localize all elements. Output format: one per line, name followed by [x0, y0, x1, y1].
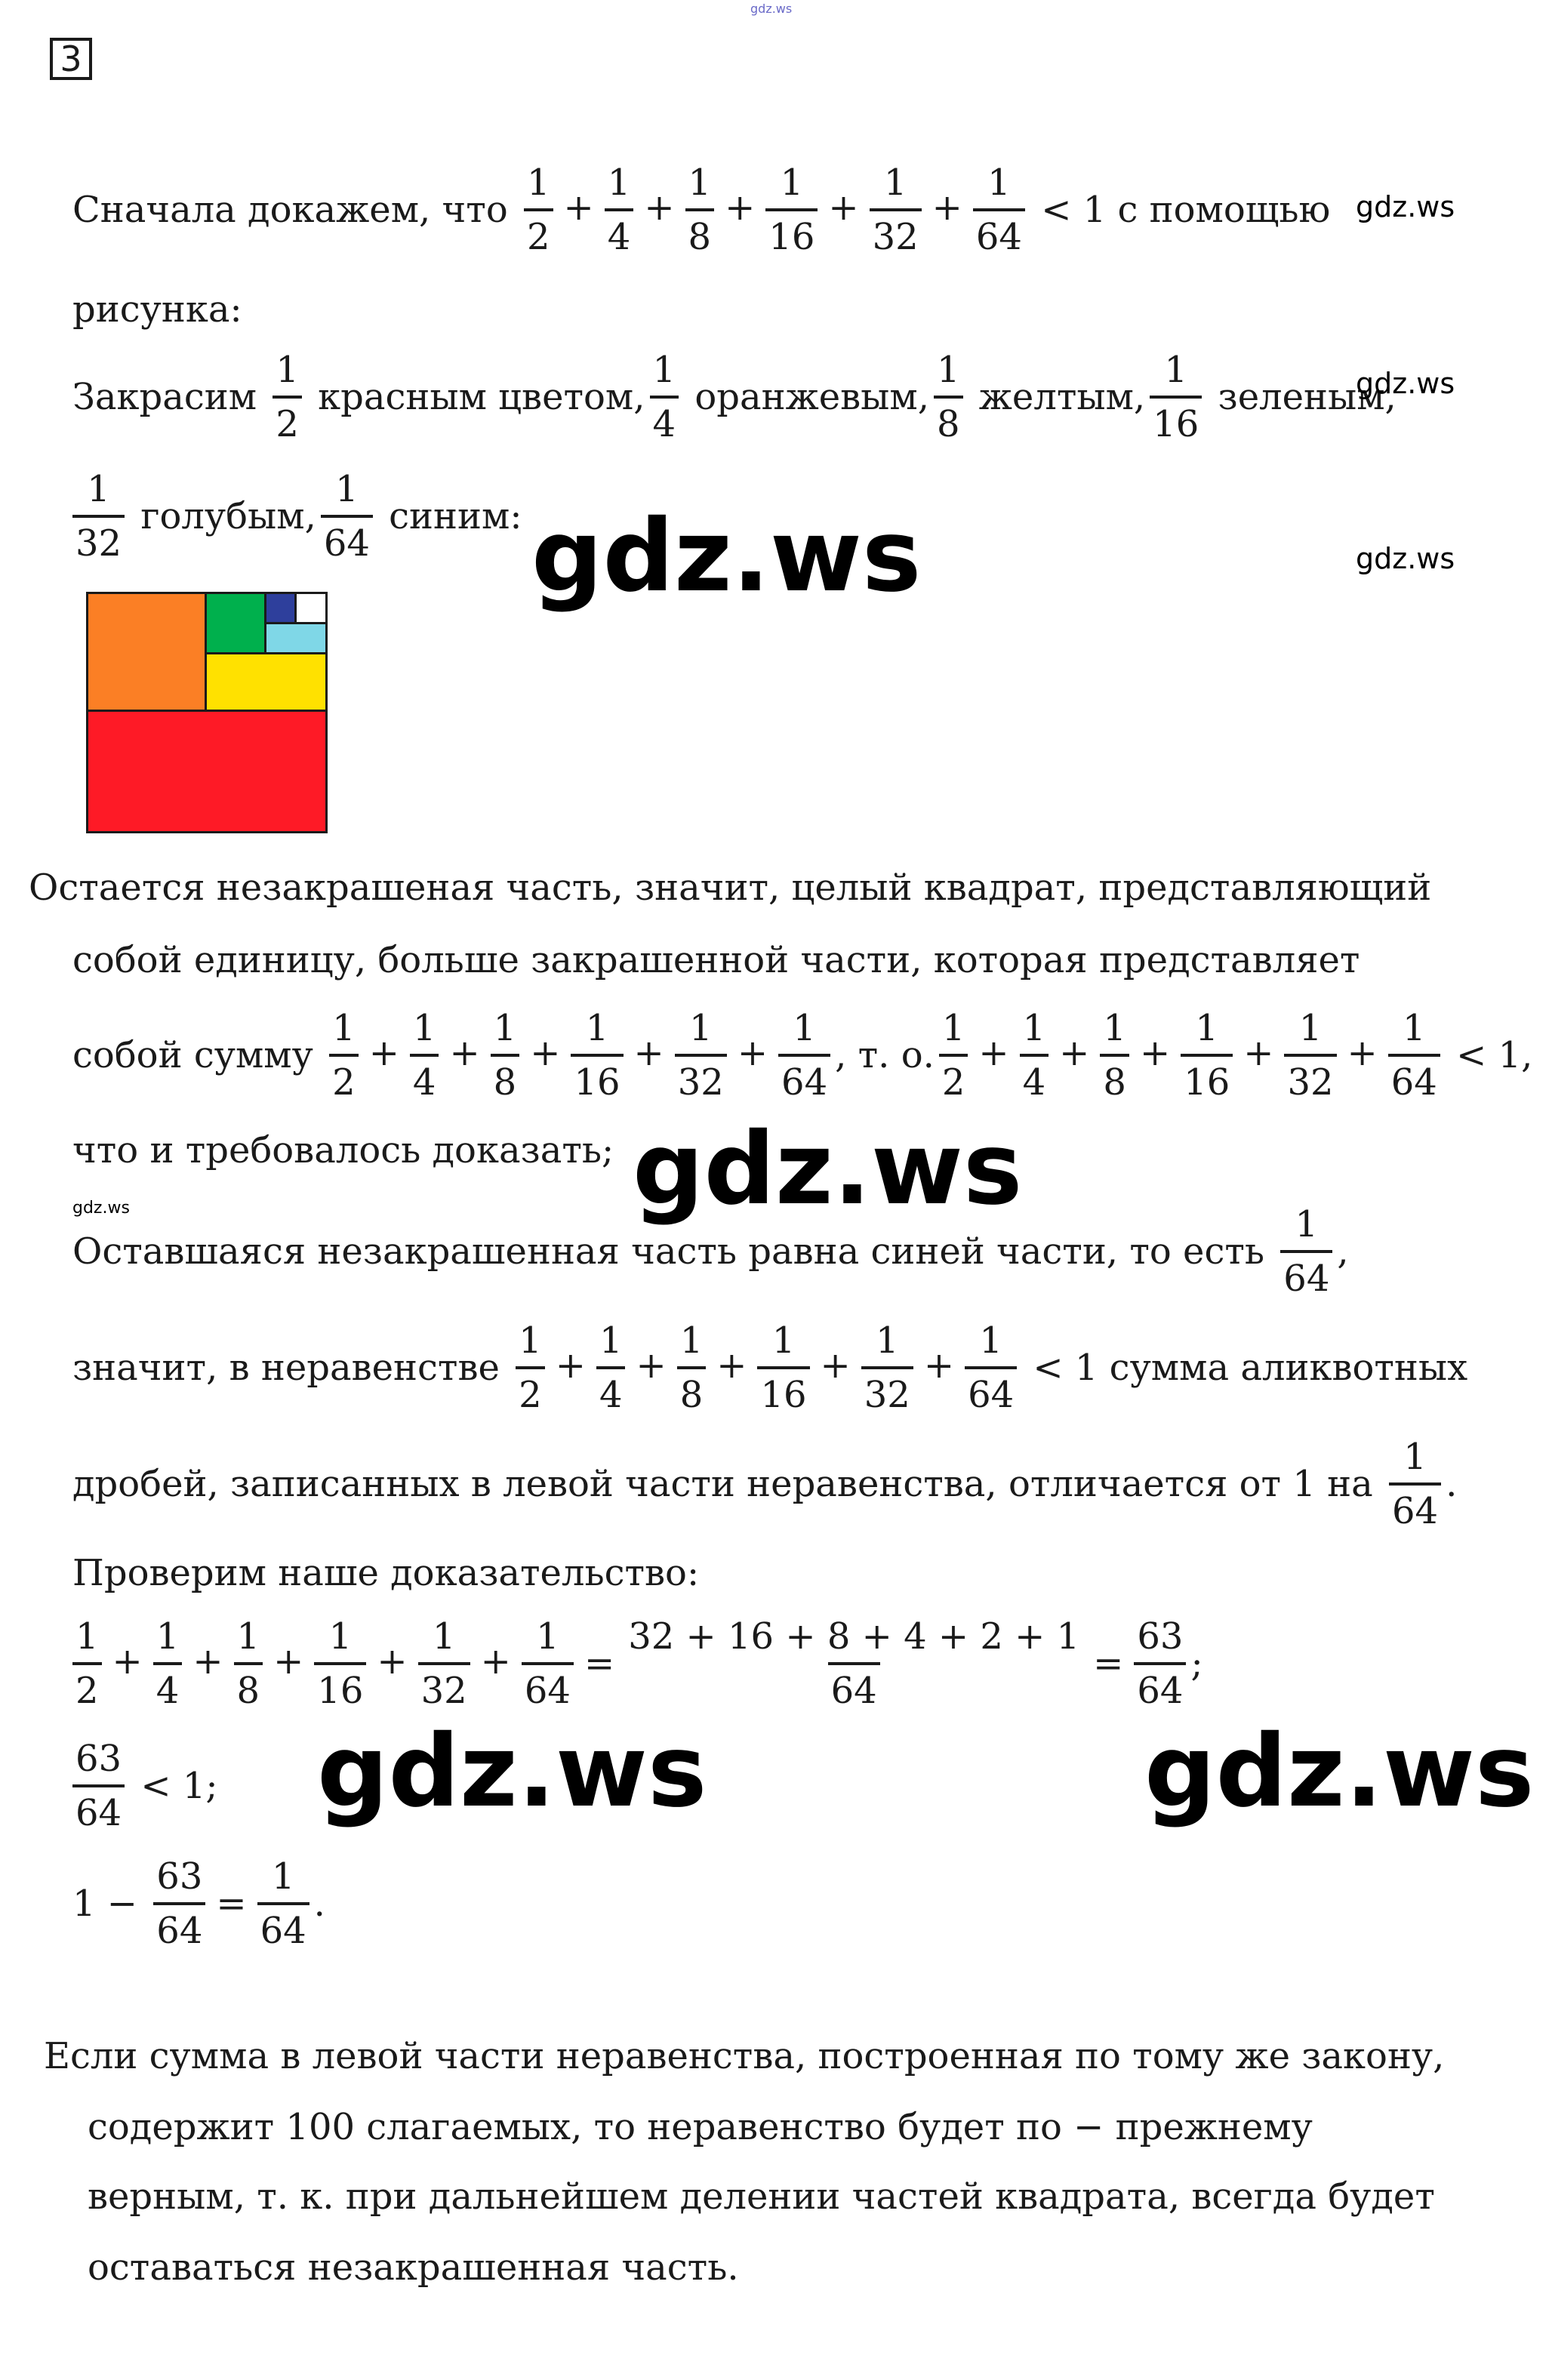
denominator: 64	[778, 1054, 830, 1101]
fraction	[870, 162, 922, 258]
text-span: оранжевым,	[694, 376, 929, 418]
check-line2	[68, 1738, 218, 1834]
numerator: 1	[236, 1615, 260, 1658]
text-span: значит, в неравенстве	[72, 1347, 500, 1389]
text-span: .	[313, 1883, 325, 1925]
denominator: 32	[1284, 1054, 1336, 1101]
numerator: 1	[689, 1007, 713, 1049]
green-sixteenth	[205, 592, 266, 654]
operator: +	[555, 1344, 586, 1387]
operator: +	[932, 186, 962, 229]
para4-line1	[72, 1203, 1349, 1300]
denominator: 8	[677, 1366, 707, 1413]
fraction	[321, 468, 373, 565]
para4-line3	[72, 1436, 1458, 1532]
text-span: желтым,	[978, 376, 1146, 418]
numerator: 1	[979, 1319, 1002, 1362]
denominator: 16	[571, 1054, 623, 1101]
denominator: 4	[153, 1662, 183, 1709]
denominator: 4	[596, 1366, 626, 1413]
check-line3	[72, 1855, 325, 1952]
watermark-small: gdz.ws	[72, 1199, 130, 1218]
denominator: 2	[524, 208, 553, 255]
text-span: зеленым,	[1218, 376, 1396, 418]
watermark-small: gdz.ws	[1356, 190, 1455, 223]
fraction-square-figure	[86, 592, 328, 833]
big-fraction	[625, 1615, 1082, 1712]
operator: +	[1139, 1031, 1171, 1074]
denominator: 32	[870, 208, 922, 255]
operator: +	[112, 1640, 143, 1683]
denominator: 16	[757, 1366, 809, 1413]
text-span: ;	[1190, 1643, 1203, 1685]
numerator: 1	[599, 1319, 623, 1362]
operator: +	[644, 186, 675, 229]
operator: +	[636, 1344, 667, 1387]
numerator: 1	[607, 162, 631, 204]
numerator: 1	[1298, 1007, 1323, 1049]
numerator: 1	[780, 162, 804, 204]
fraction	[273, 349, 302, 445]
operator: +	[368, 1031, 399, 1074]
denominator: 64	[522, 1662, 574, 1709]
text-span: 1 −	[72, 1883, 138, 1925]
numerator: 1	[987, 162, 1011, 204]
numerator: 1	[876, 1319, 899, 1362]
fraction	[778, 1007, 830, 1104]
fraction	[72, 1738, 125, 1834]
numerator: 63	[1137, 1615, 1184, 1658]
operator: =	[216, 1883, 247, 1925]
text-span: ,	[1337, 1230, 1349, 1273]
text-span: красным цветом,	[318, 376, 645, 418]
operator: +	[377, 1640, 408, 1683]
denominator: 2	[329, 1054, 359, 1101]
fraction	[418, 1615, 470, 1712]
text-span: голубым,	[140, 495, 316, 537]
denominator: 16	[765, 208, 818, 255]
numerator: 32 + 16 + 8 + 4 + 2 + 1	[628, 1615, 1080, 1658]
blue-64th	[264, 592, 297, 624]
denominator: 8	[1100, 1054, 1129, 1101]
numerator: 63	[156, 1855, 203, 1898]
numerator: 1	[1195, 1007, 1218, 1049]
fraction	[72, 1615, 102, 1712]
denominator: 16	[1150, 396, 1202, 442]
fraction	[410, 1007, 439, 1104]
denominator: 64	[321, 515, 373, 562]
numerator: 1	[679, 1319, 704, 1362]
operator: +	[530, 1031, 561, 1074]
denominator: 2	[273, 396, 302, 442]
denominator: 64	[828, 1662, 880, 1709]
numerator: 1	[519, 1319, 542, 1362]
fraction	[1284, 1007, 1336, 1104]
fraction	[516, 1319, 545, 1416]
denominator: 8	[934, 396, 963, 442]
para5-line4: оставаться незакрашенная часть.	[88, 2246, 739, 2289]
task-number-box	[50, 38, 92, 80]
orange-quarter	[86, 592, 207, 712]
watermark-small: gdz.ws	[1356, 542, 1455, 575]
numerator: 1	[271, 1855, 295, 1898]
denominator: 32	[675, 1054, 727, 1101]
denominator: 32	[418, 1662, 470, 1709]
para5-line2: содержит 100 слагаемых, то неравенство будет по − прежнему	[88, 2106, 1313, 2148]
text-span: Закрасим	[72, 376, 257, 418]
fraction	[234, 1615, 263, 1712]
numerator: 1	[771, 1319, 796, 1362]
watermark-large: gdz.ws	[1144, 1713, 1535, 1830]
numerator: 1	[527, 162, 550, 204]
fraction	[1280, 1203, 1332, 1300]
fraction	[571, 1007, 623, 1104]
fraction	[1389, 1436, 1441, 1532]
fraction	[257, 1855, 309, 1952]
numerator: 1	[1103, 1007, 1126, 1049]
text-span: Оставшаяся незакрашенная часть равна синей части, то есть	[72, 1230, 1265, 1273]
denominator: 64	[973, 208, 1025, 255]
operator: +	[563, 186, 594, 229]
fraction	[861, 1319, 913, 1416]
fraction	[934, 349, 963, 445]
top-watermark: gdz.ws	[750, 2, 793, 16]
denominator: 64	[1280, 1250, 1332, 1297]
numerator: 1	[276, 349, 299, 391]
numerator: 1	[941, 1007, 965, 1049]
denominator: 64	[1134, 1662, 1186, 1709]
denominator: 4	[410, 1054, 439, 1101]
para1-suffix: < 1 с помощью	[1041, 189, 1331, 231]
check-equation	[68, 1615, 1203, 1712]
fraction	[522, 1615, 574, 1712]
check-title: Проверим наше доказательство:	[72, 1552, 700, 1594]
watermark-small: gdz.ws	[1356, 367, 1455, 400]
fraction	[757, 1319, 809, 1416]
denominator: 64	[1389, 1482, 1441, 1529]
operator: +	[820, 1344, 851, 1387]
operator: +	[923, 1344, 955, 1387]
numerator: 1	[412, 1007, 436, 1049]
operator: +	[480, 1640, 511, 1683]
operator: +	[1059, 1031, 1090, 1074]
numerator: 1	[652, 349, 676, 391]
lightblue-32nd	[264, 622, 328, 654]
denominator: 64	[72, 1784, 125, 1831]
denominator: 16	[1181, 1054, 1233, 1101]
denominator: 32	[861, 1366, 913, 1413]
text-span: синим:	[389, 495, 522, 537]
operator: +	[725, 186, 756, 229]
numerator: 1	[156, 1615, 180, 1658]
denominator: 16	[314, 1662, 366, 1709]
numerator: 1	[335, 468, 359, 510]
operator: =	[1093, 1643, 1124, 1685]
yellow-eighth	[205, 652, 328, 712]
fraction	[973, 162, 1025, 258]
denominator: 2	[516, 1366, 545, 1413]
numerator: 1	[328, 1615, 353, 1658]
fraction	[675, 1007, 727, 1104]
denominator: 64	[153, 1902, 205, 1949]
numerator: 1	[1164, 349, 1187, 391]
denominator: 64	[257, 1902, 309, 1949]
numerator: 1	[1403, 1007, 1426, 1049]
fraction	[1181, 1007, 1233, 1104]
denominator: 4	[605, 208, 634, 255]
numerator: 63	[75, 1738, 122, 1780]
para1-prefix: Сначала докажем, что	[72, 189, 508, 231]
operator: +	[192, 1640, 223, 1683]
numerator: 1	[688, 162, 712, 204]
numerator: 1	[585, 1007, 609, 1049]
numerator: 1	[493, 1007, 517, 1049]
watermark-large: gdz.ws	[531, 498, 922, 614]
fraction	[153, 1615, 183, 1712]
numerator: 1	[536, 1615, 559, 1658]
red-half	[86, 710, 328, 833]
denominator: 2	[939, 1054, 968, 1101]
fraction	[685, 162, 715, 258]
fraction	[72, 468, 125, 565]
text-span: дробей, записанных в левой части неравенства, отличается от 1 на	[72, 1463, 1373, 1505]
numerator: 1	[936, 349, 960, 391]
fraction	[329, 1007, 359, 1104]
task-number: 3	[60, 38, 82, 79]
fraction	[1388, 1007, 1440, 1104]
operator: +	[1243, 1031, 1274, 1074]
para2-line1	[72, 349, 1396, 445]
fraction	[650, 349, 679, 445]
denominator: 4	[650, 396, 679, 442]
para1-line2: рисунка:	[72, 288, 242, 331]
fraction	[153, 1855, 205, 1952]
operator: +	[828, 186, 859, 229]
fraction	[765, 162, 818, 258]
para1-line1	[72, 162, 1331, 258]
operator: +	[449, 1031, 480, 1074]
para2-line2	[68, 468, 522, 565]
fraction	[1020, 1007, 1049, 1104]
text-span: < 1;	[140, 1765, 218, 1807]
para3-line4: что и требовалось доказать;	[72, 1129, 614, 1172]
denominator: 32	[72, 515, 125, 562]
denominator: 64	[965, 1366, 1017, 1413]
numerator: 1	[1295, 1203, 1319, 1245]
para3-line2: собой единицу, больше закрашенной части, которая представляет	[72, 939, 1360, 981]
fraction	[965, 1319, 1017, 1416]
watermark-large: gdz.ws	[317, 1713, 707, 1830]
para3-line1: Остается незакрашеная часть, значит, целый квадрат, представляющий	[29, 867, 1432, 909]
para3-line3	[72, 1007, 1533, 1104]
fraction	[314, 1615, 366, 1712]
para4-line2	[72, 1319, 1468, 1416]
numerator: 1	[332, 1007, 356, 1049]
fraction	[491, 1007, 520, 1104]
numerator: 1	[1022, 1007, 1046, 1049]
fraction	[596, 1319, 626, 1416]
operator: +	[737, 1031, 768, 1074]
fraction	[677, 1319, 707, 1416]
numerator: 1	[87, 468, 110, 510]
operator: +	[273, 1640, 304, 1683]
text-span: собой сумму	[72, 1034, 313, 1076]
operator: =	[584, 1643, 615, 1685]
fraction	[939, 1007, 968, 1104]
fraction	[605, 162, 634, 258]
denominator: 8	[234, 1662, 263, 1709]
operator: +	[716, 1344, 747, 1387]
denominator: 64	[1388, 1054, 1440, 1101]
text-span: < 1 сумма аликвотных	[1033, 1347, 1468, 1389]
fraction	[524, 162, 553, 258]
denominator: 4	[1020, 1054, 1049, 1101]
numerator: 1	[793, 1007, 816, 1049]
operator: +	[1347, 1031, 1378, 1074]
para5-line3: верным, т. к. при дальнейшем делении частей квадрата, всегда будет	[88, 2175, 1435, 2218]
text-span: .	[1446, 1463, 1458, 1505]
fraction	[1134, 1615, 1186, 1712]
denominator: 2	[72, 1662, 102, 1709]
denominator: 8	[491, 1054, 520, 1101]
numerator: 1	[883, 162, 907, 204]
unshaded-part	[294, 592, 328, 624]
operator: +	[978, 1031, 1009, 1074]
watermark-large: gdz.ws	[633, 1111, 1023, 1227]
numerator: 1	[432, 1615, 456, 1658]
denominator: 8	[685, 208, 715, 255]
fraction	[1100, 1007, 1129, 1104]
operator: +	[633, 1031, 664, 1074]
numerator: 1	[1403, 1436, 1427, 1478]
text-span: < 1,	[1456, 1034, 1533, 1076]
para5-line1: Если сумма в левой части неравенства, построенная по тому же закону,	[44, 2035, 1445, 2077]
numerator: 1	[75, 1615, 99, 1658]
fraction	[1150, 349, 1202, 445]
text-span: , т. о.	[835, 1034, 935, 1076]
